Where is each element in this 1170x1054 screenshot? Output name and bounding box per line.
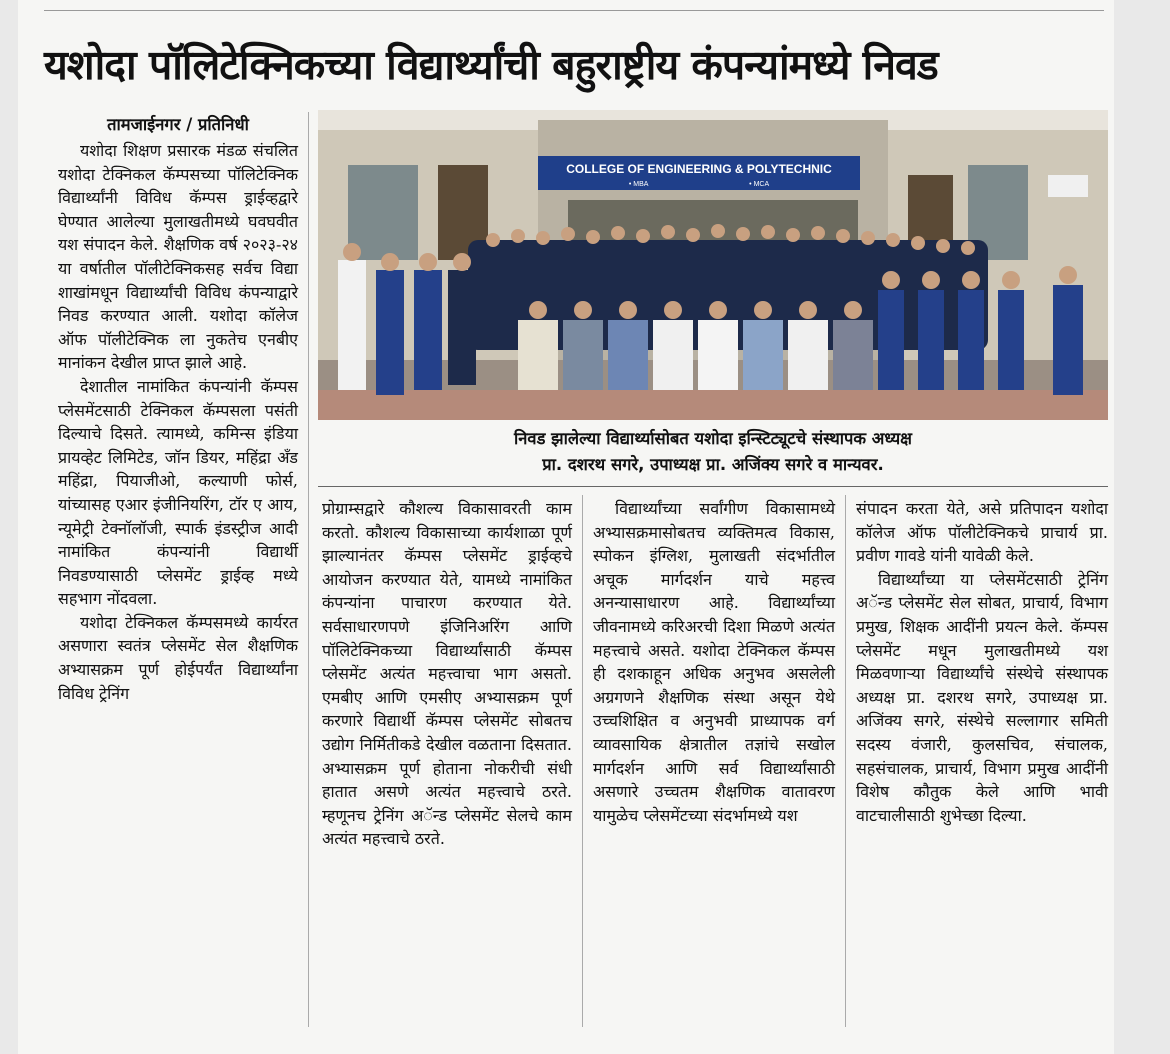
caption-rule (318, 486, 1108, 487)
group-photo (318, 110, 1108, 420)
article-column-1 (58, 113, 298, 1023)
article-column-4 (856, 497, 1108, 1027)
paragraph: यशोदा शिक्षण प्रसारक मंडळ संचलित यशोदा टेक्निकल कॅम्पसच्या पॉलिटेक्निक विद्यार्थ्यांनी विविध कॅम्पस ड्राईव्हद्वारे घेण्यात आलेल्या मुलाखतीमध्ये घवघवीत यश संपादन केले. शैक्षणिक वर्ष २०२३-२४ या वर्षातील पॉलीटेक्निकसह सर्वच विद्या शाखांमधून विद्यार्थ्यांची विविध कंपन्याद्वारे निवड करण्यात आली. यशोदा कॉलेज ऑफ पॉलीटेक्निक ला नुकतेच एनबीए मानांकन देखील प्राप्त झाले आहे. (58, 141, 298, 373)
column-rule (582, 495, 583, 1027)
caption-line-2: प्रा. दशरथ सगरे, उपाध्यक्ष प्रा. अजिंक्य सगरे व मान्यवर. (542, 455, 884, 474)
paragraph: देशातील नामांकित कंपन्यांनी कॅम्पस प्लेसमेंटसाठी टेक्निकल कॅम्पसला पसंती दिल्याचे दिसते. त्यामध्ये, कमिन्स इंडिया प्रायव्हेट लिमिटेड, जॉन डियर, महिंद्रा अँड महिंद्रा, पियाजीओ, कल्याणी फोर्स, यांच्यासह एआर इंजीनियरिंग, टॉर ए आय, न्यूमेट्री टेक्नॉलॉजी, स्पार्क इंडस्ट्रीज आदी नामांकित कंपन्यांनी विद्यार्थी निवडण्यासाठी प्लेसमेंट ड्राईव्ह मध्ये सहभाग नोंदवला. (58, 376, 298, 609)
column-rule (308, 112, 309, 1027)
newspaper-clipping (18, 0, 1114, 1054)
caption-line-1: निवड झालेल्या विद्यार्थ्यासोबत यशोदा इन्स्टिट्यूटचे संस्थापक अध्यक्ष (513, 429, 913, 448)
paragraph: विद्यार्थ्यांच्या या प्लेसमेंटसाठी ट्रेनिंग अॅन्ड प्लेसमेंट सेल सोबत, प्राचार्य, विभाग प्रमुख, शिक्षक आदींनी प्रयत्न केले. कॅम्पस प्लेसमेंट मधून मुलाखतीमध्ये यश मिळवणाऱ्या विद्यार्थ्यांचे संस्थेचे संस्थापक अध्यक्ष प्रा. दशरथ सगरे, उपाध्यक्ष प्रा. अजिंक्य सगरे, संस्थेचे सल्लागार समिती सदस्य वंजारी, कुलसचिव, संचालक, सहसंचालक, प्राचार्य, विभाग प्रमुख आदींनी विशेष कौतुक केले आणि भावी वाटचालीसाठी शुभेच्छा दिल्या. (856, 569, 1108, 825)
banner-subtext: • MBA • MCA (628, 181, 770, 188)
top-rule (44, 10, 1104, 11)
banner-text: COLLEGE OF ENGINEERING & POLYTECHNIC (566, 162, 832, 176)
headline: यशोदा पॉलिटेक्निकच्या विद्यार्थ्यांची बहुराष्ट्रीय कंपन्यांमध्ये निवड (44, 41, 938, 89)
article-column-2 (322, 497, 572, 1027)
paragraph: यशोदा टेक्निकल कॅम्पसमध्ये कार्यरत असणारा स्वतंत्र प्लेसमेंट सेल शैक्षणिक अभ्यासक्रम पूर्ण होईपर्यंत विद्यार्थ्यांना विविध ट्रेनिंग (58, 612, 298, 703)
photo-caption (318, 426, 1108, 482)
article-column-3 (593, 497, 835, 1027)
paragraph: प्रोग्राम्सद्वारे कौशल्य विकासावरती काम करतो. कौशल्य विकासाच्या कार्यशाळा पूर्ण झाल्यानंतर कॅम्पस प्लेसमेंट ड्राईव्हचे आयोजन करण्यात येते, यामध्ये नामांकित कंपन्यांना पाचारण करण्यात येते. सर्वसाधारणपणे इंजिनिअरिंग आणि पॉलिटेक्निकच्या विद्यार्थ्यांसाठी कॅम्पस प्लेसमेंट अत्यंत महत्त्वाचा भाग असतो. एमबीए आणि एमसीए अभ्यासक्रम पूर्ण करणारे विद्यार्थी कॅम्पस प्लेसमेंट सोबतच उद्योग निर्मितीकडे देखील वळताना दिसतात. अभ्यासक्रम पूर्ण होताना नोकरीची संधी हातात असणे अत्यंत महत्त्वाचे ठरते. म्हणूनच ट्रेनिंग अॅन्ड प्लेसमेंट सेलचे काम अत्यंत महत्त्वाचे ठरते. (322, 499, 572, 849)
column-rule (845, 495, 846, 1027)
paragraph: विद्यार्थ्यांच्या सर्वांगीण विकासामध्ये अभ्यासक्रमासोबतच व्यक्तिमत्व विकास, स्पोकन इंग्लिश, मुलाखती संदर्भातील अचूक मार्गदर्शन याचे महत्त्व अनन्यासाधारण आहे. विद्यार्थ्यांच्या जीवनामध्ये करिअरची दिशा मिळणे अत्यंत महत्त्वाचे असते. यशोदा टेक्निकल कॅम्पस ही दशकाहून अधिक अनुभव असलेली अग्रगणने शैक्षणिक संस्था असून येथे उच्चशिक्षित व अनुभवी प्राध्यापक वर्ग व्यावसायिक क्षेत्रातील तज्ञांचे सखोल मार्गदर्शन आणि सर्व विद्यार्थ्यांसाठी असणारे उच्चतम शैक्षणिक वातावरण यामुळेच प्लेसमेंटच्या संदर्भामध्ये यश (593, 499, 835, 825)
group-photo-illustration (318, 110, 1108, 420)
dateline: तामजाईनगर / प्रतिनिधी (107, 115, 249, 134)
paragraph: संपादन करता येते, असे प्रतिपादन यशोदा कॉलेज ऑफ पॉलीटेक्निकचे प्राचार्य प्रा. प्रवीण गावडे यांनी यावेळी केले. (856, 499, 1108, 566)
